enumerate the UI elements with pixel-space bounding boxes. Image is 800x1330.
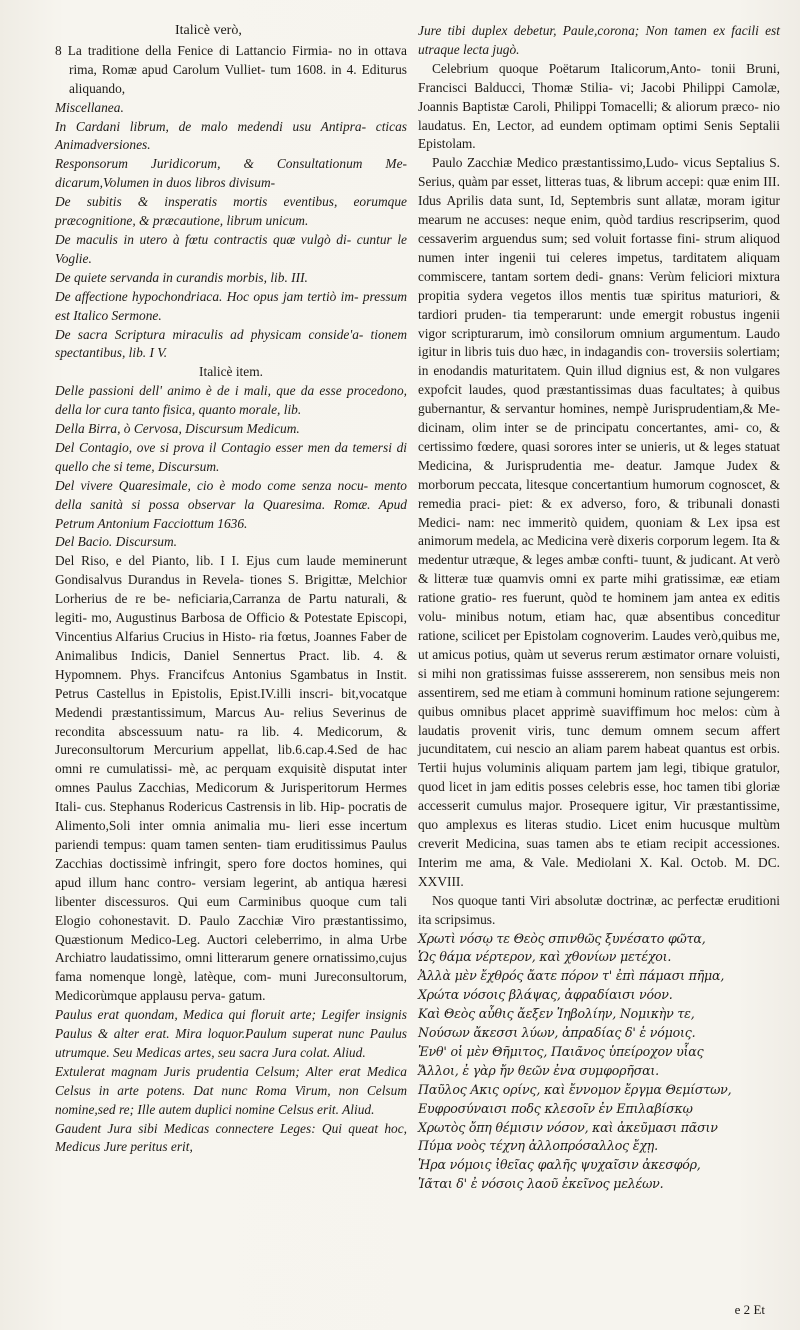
poem-paulus: Paulus erat quondam, Medica qui floruit arte; Legifer insignis Paulus & alter erat. Mira loquor.Paulum superat nunc Paulus utrumque. Seu Medicas artes, seu sacra Jura colat. Aliud. <box>55 1007 407 1060</box>
entry-cardani: In Cardani librum, de malo medendi usu Antipra- cticas Animadversiones. <box>55 118 407 153</box>
entry-passioni: Delle passioni dell' animo è de i mali, que da esse procedono, della lor cura tanto fisica, quanto morale, lib. <box>55 383 407 418</box>
entry-de-maculis: De maculis in utero à fœtu contractis quæ vulgò di- cuntur le Voglie. <box>55 231 407 266</box>
greek-line: Ἡρα νόμοις ἰθεῖας φαλῆς ψυχαῖσιν ἀκεσφόρ, <box>418 1157 701 1173</box>
entry-de-subitis: De subitis & insperatis mortis eventibus, eorumque præcognitione, & præcautione, librum unicum. <box>55 194 407 229</box>
entry-hypochondriaca: De affectione hypochondriaca. Hoc opus jam tertiò im- pressum est Italico Sermone. <box>55 288 407 323</box>
greek-poem <box>418 930 780 1195</box>
greek-line: Ευφροσύναισι ποδς κλεσοῖν ἐν Επιλαβίσκῳ <box>418 1100 693 1116</box>
greek-line: Ἐνθ' οἱ μὲν Θῆμιτος, Παιᾶνος ὑπείροχον υἷας <box>418 1043 704 1059</box>
section-header: Italicè verò, <box>175 23 242 38</box>
signature-mark: e 2 <box>734 1302 751 1317</box>
entry-sacra-scriptura: De sacra Scriptura miraculis ad physicam conside'a- tionem spectantibus, lib. I V. <box>55 326 407 361</box>
greek-line: Ἀλλὰ μὲν ἔχθρός ἄατε πόρον τ' ἐπὶ πάμασι πῆμα, <box>418 968 725 984</box>
entry-contagio: Del Contagio, ove si prova il Contagio esser men da temersi di quello che si teme, Discursum. <box>55 439 407 474</box>
greek-line: Καὶ Θεὸς αὖθις ἄεξεν Ἰηβολίην, Νομικὴν τε, <box>418 1006 695 1022</box>
greek-line: Χρωτὸς ὄπη θέμισιν νόσον, καὶ ἀκεῦμασι πᾶσιν <box>418 1119 718 1135</box>
greek-line: Ἰᾶται δ' ἐ νόσοις λαοῦ ἐκεῖνος μελέων. <box>418 1176 664 1192</box>
entry-bacio: Del Bacio. Discursum. <box>55 534 177 550</box>
entry-riso-pianto: Del Riso, e del Pianto, lib. I I. Ejus cum laude meminerunt Gondisalvus Durandus in Revela- tiones S. Brigittæ, Melchior Lorherius de re be- neficiaria,Carranza de Partu naturali, & legiti- mo, Augustinus Barbosa de Officio & Potestate Episcopi, Vincentius Alfarius Crucius in Histo- ria fœtus, Joannes Faber de Animalibus Indicis, Daniel Sennertus Pract. lib. 4. & Hypomnem. Phys. Francifcus Antonius Sgambatus in Instit. Petrus Castellus in Epistolis, Epist.IV.illi inscri- bit,vocatque Medendi præstantissimum, Marcus Au- relius Severinus de recondita abscessuum natu- ra lib. 4. Medicorum, & Jureconsultorum Mercurium appellat, lib.6.cap.4.Sed de hac omni re cumulatissi- mè, ac perquam exquisitè disputat inter omnes Paulus Zacchias, Medicorum & Jurisperitorum Hermes Itali- cus. Stephanus Rodericus Castrensis in lib. Hip- pocratis de Alimento,Soli inter omnia animalia mu- lieri esse incertum pariendi tempus: quam tamen senten- tiam eruditissimus Paulus Zacchias doctissimè infringit, spero fore doctos homines, qui apud illum hanc contro- versiam legerint, ab antiqua hæresi libenter discessuros. Qui eum Carminibus quoque cum tali Elogio cohonestavit. D. Paulo Zacchiæ Viro præstantissimo, Quæstionum Medico-Leg. Auctori celeberrimo, in alma Urbe Archiatro laudatissimo, omni litterarum genere ornatissimo,cujus fama nomenque longè, latèque, com- muni Jureconsultorum, Medicorùmque applausu perva- gatum. <box>55 553 407 1004</box>
entry-fenice: 8 La traditione della Fenice di Lattancio Firmia- no in ottava rima, Romæ apud Carolum Vulliet- tum 1608. in 4. Editurus aliquando, <box>55 42 407 96</box>
entry-responsorum: Responsorum Juridicorum, & Consultationum Me- dicarum,Volumen in duos libros divisum- <box>55 156 407 191</box>
epistle-septalius: Paulo Zacchiæ Medico præstantissimo,Ludo- vicus Septalius S. Serius, quàm par esset, litteras tuas, & librum accepi: quæ enim III. Idus Aprilis data sunt, Id, Septembris sunt allatæ, moram igitur mearum ne accuses: neque enim, quòd tardius rescripserim, quod cessaverim arguendus sum; sed voluit fortasse fini- strum aliquod numen inter ingenii tui celeres impetus, tarditatem aliquam commiscere, tantam sortem dedi- gnans: Verùm feliciori mixtura propitia sydera vegetos illos mentis tuæ spiritus maturiori, & tardiori pruden- tia temperarunt: unde emergit robustus ingenii vigor scripturarum, imò consilorum omnium argumentum. Laudo igitur in libris tuis duo hæc, in indagandis con- troversiis solertiam; in enodandis maturitatem. Quin illud dignius est, & non vulgares expofcit laudes, quod præstantissimas duas facultates; à quibus gubernantur, & servantur homines, nempè Jurisprudentiam,& Me- dicinam, olim inter se de principatu concertantes, ami- co, & certissimo fœdere, quasi sorores inter se unieris, ut & leges statuat Medicina, & Jurisprudentia me- deatur. Jamque Judex & morborum peccata, litesque concertantium humorum cognoscet, & remedia praci- piet: & ex adverso, foro, & tribunali donasti Medici- nam: nec immeritò quidem, quoniam & Lex ipsa est animorum medela, ac Medicina verè dixeris corporum legem. Ita & medentur utræque, & leges ambæ confti- tuunt, & judicant. At verò & litteræ tuæ quamvis omni ex parte mihi gratissimæ, eæ etiam ratione gratio- res fuerunt, quòd te hominem jam antea ex editis volu- minibus notum, etiam hac, quæ absentibus conceditur ratione, scilicet per Epistolam cognoverim. Laudes verò,quibus me, ut amicus potius, quàm ut severus rerum æstimator ornare voluisti, si mihi non gratissimas fuisse asssererem, non sensibus meis non assentirem, sed me etiam à communi hominum ratione sejungerem: quibus omnibus placet apprimè suaviffimum hoc melos: cùm à laudatis provenit viris, tunc demum omnem secum affert jucunditatem, cui nescio an aliam parem habeat quantus est orbis. Tertii hujus voluminis aliquam partem jam legi, tibique gratulor, quod licet in jam editis posses celebris esse, hoc tamen tibi gloriæ accesserit cumulus major. Prosequere igitur, Vir præstantissime, quo amplexus es literas studio. Licet enim hucusque multùm creverit Medicina, suas tamen abs te etiam recipit accessiones. Interim me ama, & Vale. Mediolani X. Kal. Octob. M. DC. XXVIII. <box>418 155 780 889</box>
poem-gaudent: Gaudent Jura sibi Medicas connectere Leges: Qui queat hoc, Medicus Jure peritus erit, <box>55 1120 407 1155</box>
poem-jure-tibi: Jure tibi duplex debetur, Paule,corona; Non tamen ex facili est utraque lecta jugò. <box>418 23 780 57</box>
entry-birra: Della Birra, ò Cervosa, Discursum Medicum. <box>55 421 300 437</box>
greek-line: Χρώτα νόσοις βλάψας, ἀφραδίαισι νόον. <box>418 987 673 1003</box>
poem-celsus: Extulerat magnam Juris prudentia Celsum; Alter erat Medica Celsus in arte potens. Dat nunc Roma Virum, non Celsum nomine,sed re; Ille autem duplici nomine Celsus erit. Aliud. <box>55 1063 407 1117</box>
paragraph-nos-quoque: Nos quoque tanti Viri absolutæ doctrinæ, ac perfectæ eruditioni ita scripsimus. <box>418 892 780 927</box>
signature-catchword <box>725 1302 765 1318</box>
greek-line: Νούσων ἄκεσσι λύων, ἀπραδίας δ' ἑ νόμοις. <box>418 1025 696 1041</box>
greek-line: Πύμα νοὸς τέχνη ἀλλοπρόσαλλος ἔχῃ. <box>418 1138 658 1154</box>
greek-line: Παῦλος Ακις ορίνς, καὶ ἔννομον ἔργμα Θεμίστων, <box>418 1081 732 1097</box>
greek-line: Ἄλλοι, ἐ γὰρ ἤν θεῶν ἐνα συμφορῆσαι. <box>418 1062 659 1078</box>
greek-line: Χρωτὶ νόσῳ τε Θεὸς σπινθῶς ξυνέσατο φῶτα, <box>418 930 706 946</box>
greek-line: Ὡς θάμα νέρτερον, καὶ χθονίων μετέχοι. <box>418 949 672 965</box>
left-column <box>55 22 407 1157</box>
entry-miscellanea: Miscellanea. <box>55 99 124 115</box>
paragraph-celebrium: Celebrium quoque Poëtarum Italicorum,Anto- tonii Bruni, Francisci Balducci, Thomæ Stilia- vi; Jacobi Philippi Camolæ, Joannis Baptistæ Caroli, Philippi Tomacelli; & aliorum præco- nio laudatus. En, Lector, ad eundem optimam optimi Senis Septalii Epistolam. <box>418 60 780 152</box>
entry-quaresimale: Del vivere Quaresimale, cio è modo come senza nocu- mento della sanità si possa observar la Quaresima. Romæ. Apud Petrum Antonium Facciottum 1636. <box>55 477 407 531</box>
catchword: Et <box>753 1302 765 1317</box>
entry-de-quiete: De quiete servanda in curandis morbis, lib. III. <box>55 269 308 285</box>
right-column <box>418 22 780 1194</box>
entry-italice-item: Italicè item. <box>199 364 263 380</box>
